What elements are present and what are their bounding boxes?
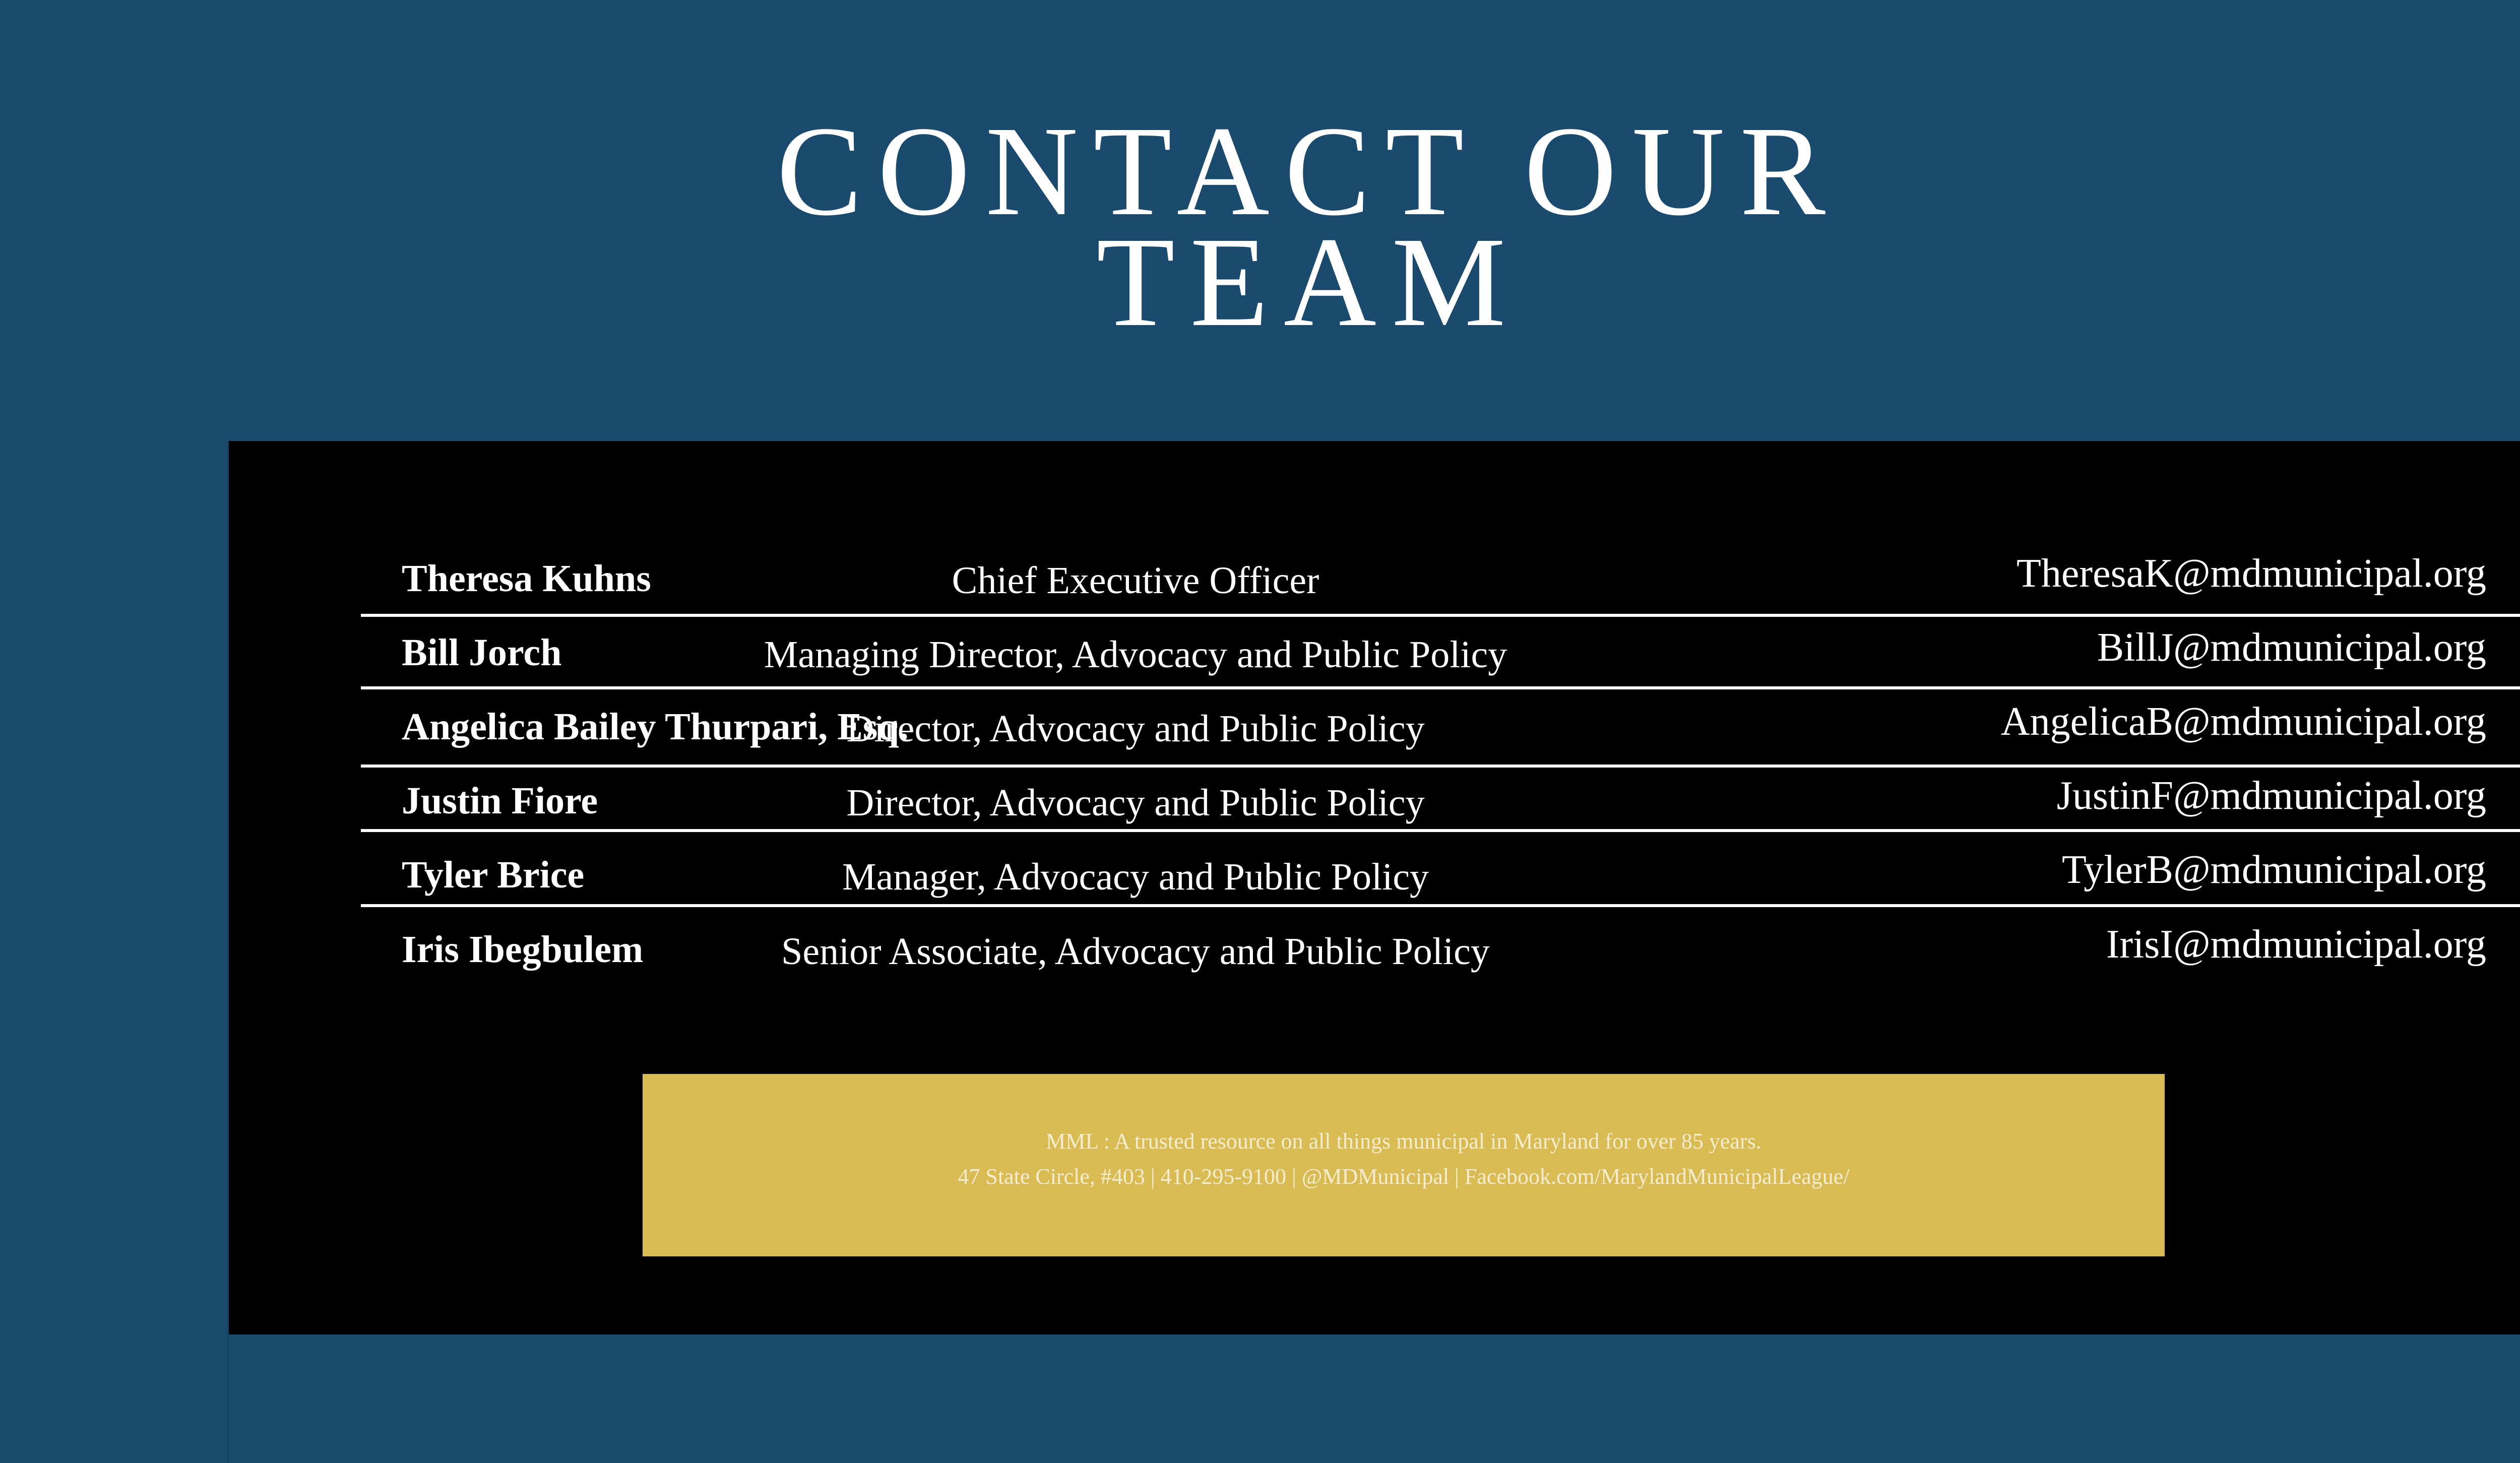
row-divider [361, 686, 2520, 689]
contact-role: Managing Director, Advocacy and Public Policy [764, 633, 1507, 676]
contact-name: Iris Ibegbulem [402, 928, 644, 971]
title-line-1: CONTACT OUR [776, 100, 1841, 242]
contact-role: Senior Associate, Advocacy and Public Policy [781, 930, 1490, 973]
footer-contact-line: 47 State Circle, #403 | 410-295-9100 | @MDMunicipal | Facebook.com/MarylandMunicipalLeague/ [958, 1164, 1850, 1189]
contact-role: Manager, Advocacy and Public Policy [842, 856, 1429, 898]
contact-email[interactable]: IrisI@mdmunicipal.org [2106, 922, 2486, 967]
contact-name: Angelica Bailey Thurpari, Esq. [402, 706, 909, 748]
row-divider [361, 829, 2520, 832]
footer-tagline: MML : A trusted resource on all things municipal in Maryland for over 85 years. [1046, 1129, 1761, 1154]
contact-email[interactable]: JustinF@mdmunicipal.org [2056, 774, 2486, 818]
contact-email[interactable]: AngelicaB@mdmunicipal.org [2000, 699, 2486, 744]
contact-panel [229, 441, 2520, 1334]
page-title [0, 100, 2520, 353]
footer-banner [643, 1074, 2165, 1256]
contact-role: Chief Executive Officer [952, 559, 1319, 602]
contact-role: Director, Advocacy and Public Policy [846, 782, 1425, 824]
row-divider [361, 614, 2520, 617]
row-divider [361, 765, 2520, 768]
contact-email[interactable]: TheresaK@mdmunicipal.org [2017, 551, 2486, 596]
contact-name: Theresa Kuhns [402, 557, 651, 600]
contact-row [229, 774, 2520, 845]
contact-row [229, 551, 2520, 622]
contact-role: Director, Advocacy and Public Policy [846, 708, 1425, 750]
contact-name: Bill Jorch [402, 631, 562, 674]
contact-name: Justin Fiore [402, 780, 598, 822]
contact-name: Tyler Brice [402, 854, 585, 896]
title-line-2: TEAM [1096, 211, 1521, 353]
contact-email[interactable]: BillJ@mdmunicipal.org [2097, 625, 2486, 670]
contact-row [229, 699, 2520, 771]
contact-row [229, 848, 2520, 919]
row-divider [361, 904, 2520, 907]
contact-row [229, 922, 2520, 993]
contact-email[interactable]: TylerB@mdmunicipal.org [2061, 848, 2486, 892]
